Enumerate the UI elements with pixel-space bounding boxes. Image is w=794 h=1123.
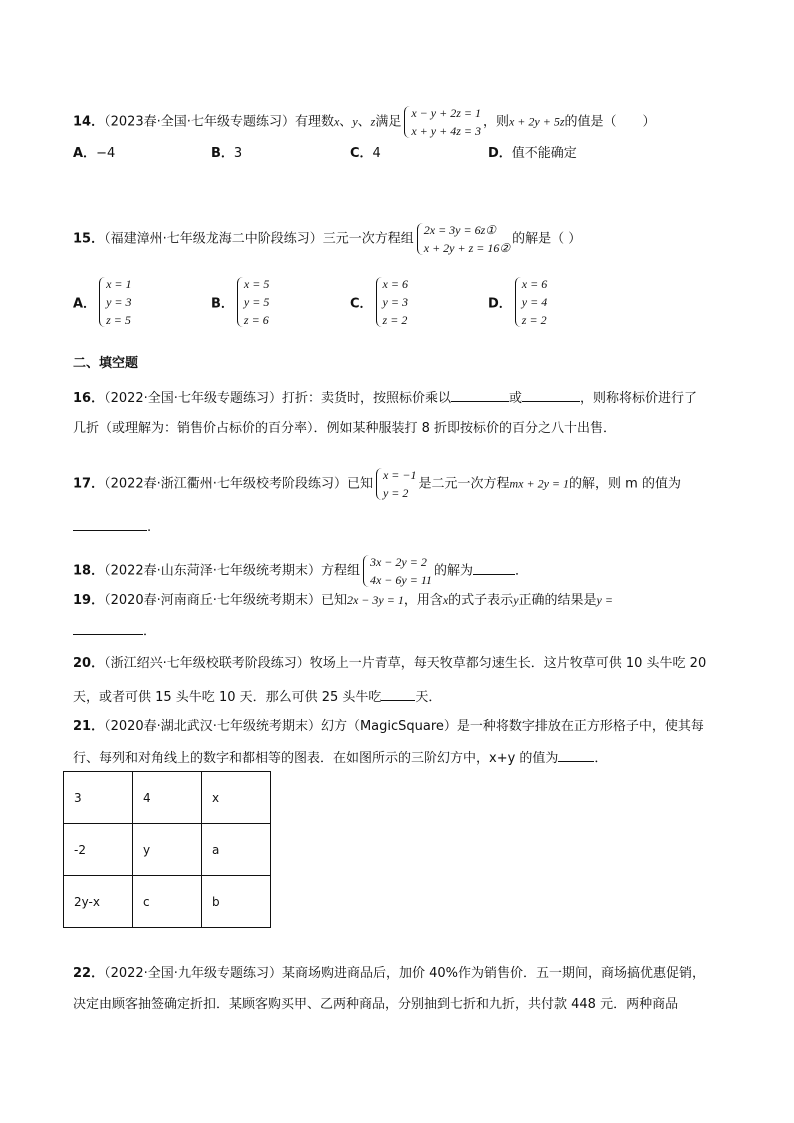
question-20-line-2: 天，或者可供 15 头牛吃 10 天．那么可供 25 头牛吃 天． bbox=[73, 686, 734, 708]
question-15: 15．（福建漳州·七年级龙海二中阶段练习）三元一次方程组 2x = 3y = 6z① x + 2y + z = 16② 的解是（ ） bbox=[73, 223, 582, 255]
question-22-line-2: 决定由顾客抽签确定折扣．某顾客购买甲、乙两种商品，分别抽到七折和九折，共付款 448 元．两种商品 bbox=[73, 997, 679, 1012]
table-row bbox=[64, 824, 271, 876]
question-17-answer-line: . bbox=[73, 516, 734, 538]
table-cell: 2y-x bbox=[64, 876, 133, 928]
option-b: B． x = 5 y = 5 z = 6 bbox=[211, 277, 270, 327]
question-number: 17． bbox=[73, 476, 105, 492]
option-c: C．4 bbox=[350, 146, 381, 161]
question-source: （2020春·湖北武汉·七年级统考期末） bbox=[104, 719, 321, 734]
question-21-line-2: 行、每列和对角线上的数字和都相等的图表．在如图所示的三阶幻方中，x+y 的值为 ． bbox=[73, 747, 734, 769]
table-cell: y bbox=[133, 824, 202, 876]
table-cell: 4 bbox=[133, 772, 202, 824]
question-number: 21． bbox=[73, 719, 105, 734]
question-number: 22． bbox=[73, 966, 105, 981]
question-17: 17．（2022春·浙江衢州·七年级校考阶段练习）已知 x = −1 y = 2 是二元一次方程mx + 2y = 1的解，则 m 的值为 bbox=[73, 468, 681, 500]
option-d: D． x = 6 y = 4 z = 2 bbox=[488, 277, 548, 327]
answer-blank[interactable] bbox=[381, 686, 415, 701]
table-cell: x bbox=[202, 772, 271, 824]
question-18: 18．（2022春·山东菏泽·七年级统考期末）方程组 3x − 2y = 2 4x − 6y = 11 的解为 ． bbox=[73, 555, 528, 587]
answer-blank[interactable] bbox=[558, 747, 594, 762]
table-cell: -2 bbox=[64, 824, 133, 876]
question-source: （2022·全国·九年级专题练习） bbox=[104, 966, 282, 981]
answer-blank[interactable] bbox=[73, 620, 143, 635]
section-heading: 二、填空题 bbox=[73, 356, 139, 371]
table-cell: c bbox=[133, 876, 202, 928]
equation-system: x = −1 y = 2 bbox=[375, 466, 417, 502]
question-19: 19．（2020春·河南商丘·七年级统考期末）已知2x − 3y = 1，用含x的式子表示y正确的结果是y = bbox=[73, 593, 613, 608]
question-16: 16．（2022·全国·七年级专题练习）打折：卖货时，按照标价乘以 或 ，则称将标价进行了 bbox=[73, 387, 734, 409]
equation-system: x − y + 2z = 1 x + y + 4z = 3 bbox=[403, 104, 481, 140]
table-cell: 3 bbox=[64, 772, 133, 824]
question-22: 22．（2022·全国·九年级专题练习）某商场购进商品后，加价 40%作为销售价．五一期间，商场搞优惠促销， bbox=[73, 966, 705, 981]
table-row bbox=[64, 876, 271, 928]
answer-blank[interactable] bbox=[451, 387, 509, 402]
question-source: （2022春·山东菏泽·七年级统考期末） bbox=[104, 563, 321, 579]
option-a: A． x = 1 y = 3 z = 5 bbox=[73, 277, 132, 327]
question-19-answer-line: ． bbox=[73, 620, 734, 642]
option-d: D．值不能确定 bbox=[488, 146, 577, 161]
answer-blank[interactable] bbox=[522, 387, 580, 402]
question-number: 18． bbox=[73, 563, 105, 579]
option-a: A．−4 bbox=[73, 146, 116, 161]
question-number: 20． bbox=[73, 656, 105, 671]
question-number: 15． bbox=[73, 231, 105, 247]
question-source: （2023春·全国·七年级专题练习） bbox=[104, 114, 295, 130]
option-c: C． x = 6 y = 3 z = 2 bbox=[350, 277, 408, 327]
table-cell: b bbox=[202, 876, 271, 928]
table-cell: a bbox=[202, 824, 271, 876]
question-number: 16． bbox=[73, 391, 105, 406]
question-number: 19． bbox=[73, 593, 105, 608]
question-21: 21．（2020春·湖北武汉·七年级统考期末）幻方（MagicSquare）是一种将数字排放在正方形格子中，使其每 bbox=[73, 719, 704, 734]
equation-system: 3x − 2y = 2 4x − 6y = 11 bbox=[362, 553, 432, 589]
answer-blank[interactable] bbox=[73, 516, 147, 531]
magic-square-table bbox=[63, 771, 271, 928]
question-source: （2020春·河南商丘·七年级统考期末） bbox=[104, 593, 321, 608]
question-source: （浙江绍兴·七年级校联考阶段练习） bbox=[104, 656, 310, 671]
question-20: 20．（浙江绍兴·七年级校联考阶段练习）牧场上一片青草，每天牧草都匀速生长．这片牧草可供 10 头牛吃 20 bbox=[73, 656, 707, 671]
question-source: （2022春·浙江衢州·七年级校考阶段练习） bbox=[104, 476, 347, 492]
answer-blank[interactable] bbox=[473, 560, 515, 575]
question-14: 14．（2023春·全国·七年级专题练习）有理数x、y、z满足 x − y + 2z = 1 x + y + 4z = 3 ，则x + 2y + 5z的值是（ ） bbox=[73, 106, 656, 138]
question-source: （福建漳州·七年级龙海二中阶段练习） bbox=[104, 231, 323, 247]
equation-system: 2x = 3y = 6z① x + 2y + z = 16② bbox=[416, 221, 510, 257]
option-b: B．3 bbox=[211, 146, 243, 161]
question-number: 14． bbox=[73, 114, 105, 130]
question-16-line-2: 几折（或理解为：销售价占标价的百分率）．例如某种服装打 8 折即按标价的百分之八十出售． bbox=[73, 421, 617, 436]
question-source: （2022·全国·七年级专题练习） bbox=[104, 391, 282, 406]
table-row bbox=[64, 772, 271, 824]
